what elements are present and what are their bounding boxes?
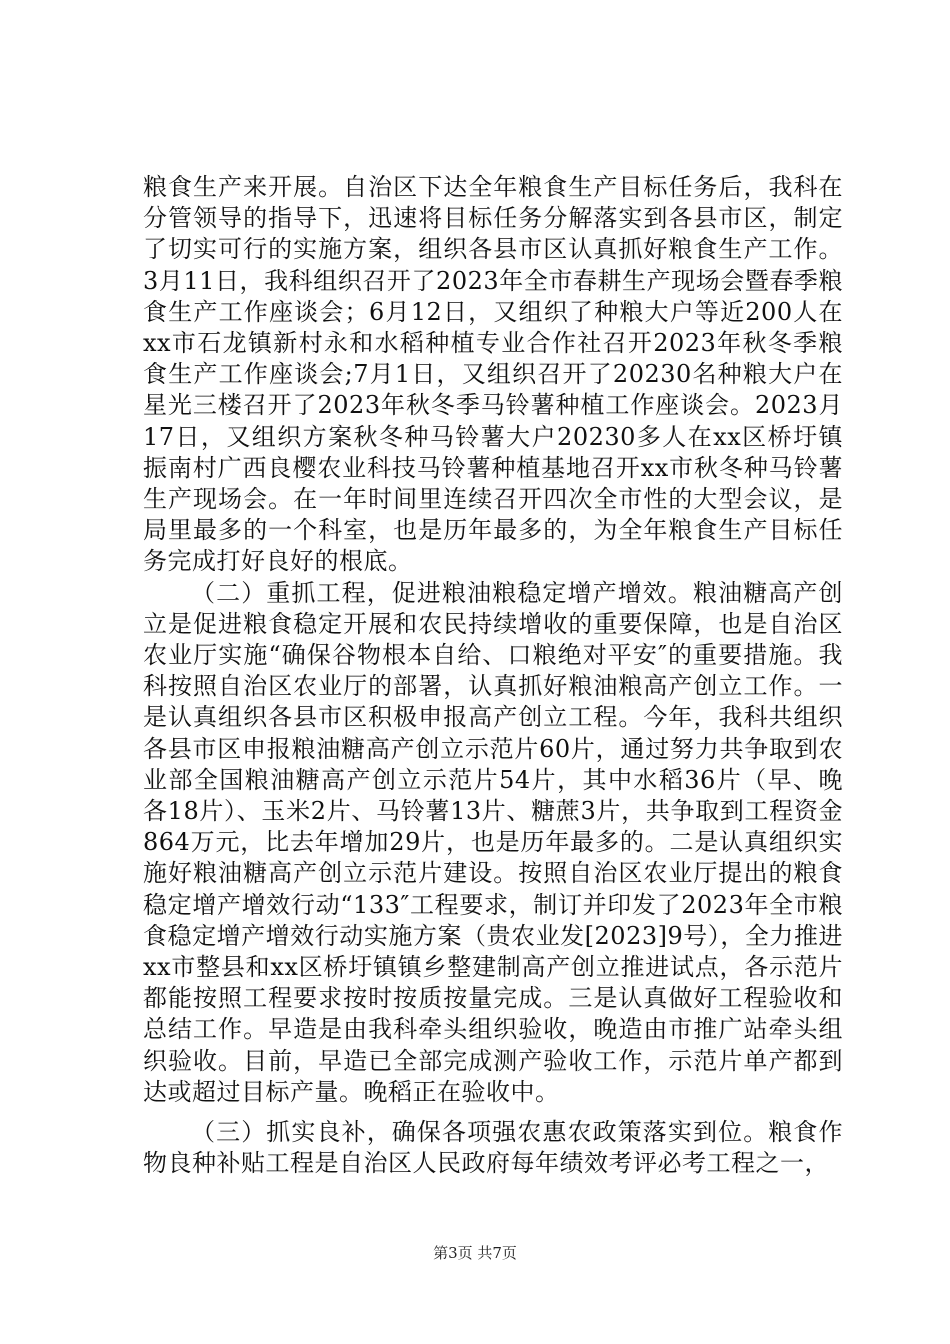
document-body (143, 172, 843, 1180)
paragraph-grain-meetings: 粮食生产来开展。自治区下达全年粮食生产目标任务后，我科在分管领导的指导下，迅速将目标任务分解落实到各县市区，制定了切实可行的实施方案，组织各县市区认真抓好粮食生产工作。3月11日，我科组织召开了2023年全市春耕生产现场会暨春季粮食生产工作座谈会；6月12日，又组织了种粮大户等近200人在xx市石龙镇新村永和水稻种植专业合作社召开2023年秋冬季粮食生产工作座谈会;7月1日，又组织召开了20230名种粮大户在星光三楼召开了2023年秋冬季马铃薯种植工作座谈会。2023月17日，又组织方案秋冬种马铃薯大户20230多人在xx区桥圩镇振南村广西良樱农业科技马铃薯种植基地召开xx市秋冬种马铃薯生产现场会。在一年时间里连续召开四次全市性的大型会议，是局里最多的一个科室，也是历年最多的，为全年粮食生产目标任务完成打好良好的根底。 (143, 173, 843, 576)
paragraph-seed-subsidy: （三）抓实良补，确保各项强农惠农政策落实到位。粮食作物良种补贴工程是自治区人民政府每年绩效考评必考工程之一， (143, 1118, 843, 1178)
page-footer: 第3页 共7页 (433, 1244, 517, 1262)
paragraph-high-yield-projects: （二）重抓工程，促进粮油粮稳定增产增效。粮油糖高产创立是促进粮食稳定开展和农民持续增收的重要保障，也是自治区农业厅实施“确保谷物根本自给、口粮绝对平安″的重要措施。我科按照自治区农业厅的部署，认真抓好粮油粮高产创立工作。一是认真组织各县市区积极申报高产创立工程。今年，我科共组织各县市区申报粮油糖高产创立示范片60片，通过努力共争取到农业部全国粮油糖高产创立示范片54片，其中水稻36片（早、晚各18片）、玉米2片、马铃薯13片、糖蔗3片，共争取到工程资金864万元，比去年增加29片，也是历年最多的。二是认真组织实施好粮油糖高产创立示范片建设。按照自治区农业厅提出的粮食稳定增产增效行动“133″工程要求，制订并印发了2023年全市粮食稳定增产增效行动实施方案（贵农业发[2023]9号），全力推进xx市整县和xx区桥圩镇镇乡整建制高产创立推进试点，各示范片都能按照工程要求按时按质按量完成。三是认真做好工程验收和总结工作。早造是由我科牵头组织验收，晚造由市推广站牵头组织验收。目前，早造已全部完成测产验收工作，示范片单产都到达或超过目标产量。晚稻正在验收中。 (143, 578, 843, 1106)
